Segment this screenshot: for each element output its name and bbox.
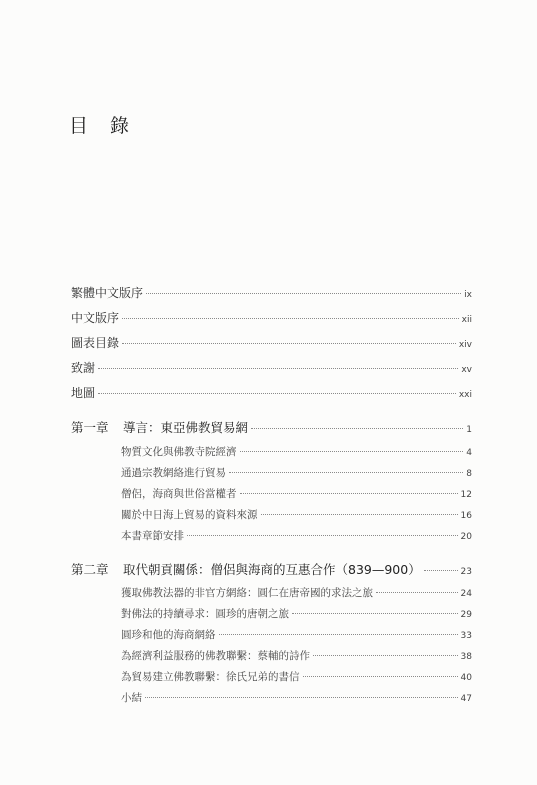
leader-dots [122, 343, 456, 344]
page-title: 目 錄 [69, 115, 138, 137]
section-page: 29 [460, 610, 472, 620]
section-page: 24 [460, 589, 472, 599]
toc-entry[interactable] [71, 284, 472, 301]
section-label: 通過宗教網絡進行貿易 [121, 467, 226, 479]
chapter-entry[interactable] [71, 560, 472, 578]
section-entry[interactable] [121, 648, 472, 663]
leader-dots [261, 514, 458, 515]
toc-entry[interactable] [71, 309, 472, 326]
section-entry[interactable] [121, 627, 472, 642]
toc-entry-page: xii [461, 315, 472, 325]
section-entry[interactable] [121, 528, 472, 543]
leader-dots [240, 451, 464, 452]
section-entry[interactable] [121, 465, 472, 480]
section-entry[interactable] [121, 606, 472, 621]
toc-entry-page: xxi [458, 390, 472, 400]
chapter-title: 導言：東亞佛教貿易網 [123, 420, 249, 435]
toc-entry-page: xiv [458, 340, 472, 350]
chapter-page: 23 [460, 567, 472, 577]
toc-entry[interactable] [71, 359, 472, 376]
section-label: 物質文化與佛教寺院經濟 [121, 446, 237, 458]
section-label: 對佛法的持續尋求：圓珍的唐朝之旅 [121, 608, 289, 620]
section-label: 僧侶，海商與世俗當權者 [121, 488, 237, 500]
section-label: 為經濟利益服務的佛教聯繫：蔡輔的詩作 [121, 650, 310, 662]
leader-dots [219, 634, 458, 635]
section-entry[interactable] [121, 444, 472, 459]
leader-dots [146, 293, 461, 294]
toc-entry-label: 圖表目錄 [71, 336, 120, 350]
chapter-entry[interactable] [71, 418, 472, 436]
toc-entry[interactable] [71, 334, 472, 351]
section-label: 本書章節安排 [121, 530, 184, 542]
leader-dots [251, 428, 463, 429]
leader-dots [313, 655, 458, 656]
toc-entry-label: 致謝 [71, 361, 96, 375]
section-label: 獲取佛教法器的非官方網絡：圓仁在唐帝國的求法之旅 [121, 587, 373, 599]
section-page: 8 [466, 469, 472, 479]
toc-entry-page: xv [461, 365, 472, 375]
leader-dots [292, 613, 458, 614]
section-page: 12 [460, 490, 472, 500]
toc-entry[interactable] [71, 384, 472, 401]
toc-entry-label: 地圖 [71, 386, 96, 400]
section-entry[interactable] [121, 585, 472, 600]
section-label: 小結 [121, 692, 142, 704]
section-page: 38 [460, 652, 472, 662]
section-label: 為貿易建立佛教聯繫：徐氏兄弟的書信 [121, 671, 300, 683]
leader-dots [122, 318, 459, 319]
section-label: 圓珍和他的海商網絡 [121, 629, 216, 641]
leader-dots [98, 368, 458, 369]
chapter-number: 第二章 [71, 562, 109, 577]
section-entry[interactable] [121, 690, 472, 705]
leader-dots [376, 592, 458, 593]
chapter-number: 第一章 [71, 420, 109, 435]
section-page: 40 [460, 673, 472, 683]
leader-dots [303, 676, 458, 677]
section-label: 關於中日海上貿易的資料來源 [121, 509, 258, 521]
section-entry[interactable] [121, 486, 472, 501]
chapter-page: 1 [466, 425, 472, 435]
toc-entry-label: 中文版序 [71, 311, 120, 325]
leader-dots [145, 697, 458, 698]
section-page: 20 [460, 532, 472, 542]
section-page: 33 [460, 631, 472, 641]
toc-entry-label: 繁體中文版序 [71, 286, 144, 300]
chapter-title: 取代朝貢關係：僧侶與海商的互惠合作（839—900） [123, 562, 421, 577]
section-page: 4 [466, 448, 472, 458]
section-entry[interactable] [121, 507, 472, 522]
leader-dots [187, 535, 458, 536]
leader-dots [240, 493, 458, 494]
leader-dots [98, 393, 456, 394]
leader-dots [229, 472, 463, 473]
section-page: 47 [460, 694, 472, 704]
toc-entry-page: ix [464, 290, 472, 300]
leader-dots [424, 570, 458, 571]
section-page: 16 [460, 511, 472, 521]
section-entry[interactable] [121, 669, 472, 684]
